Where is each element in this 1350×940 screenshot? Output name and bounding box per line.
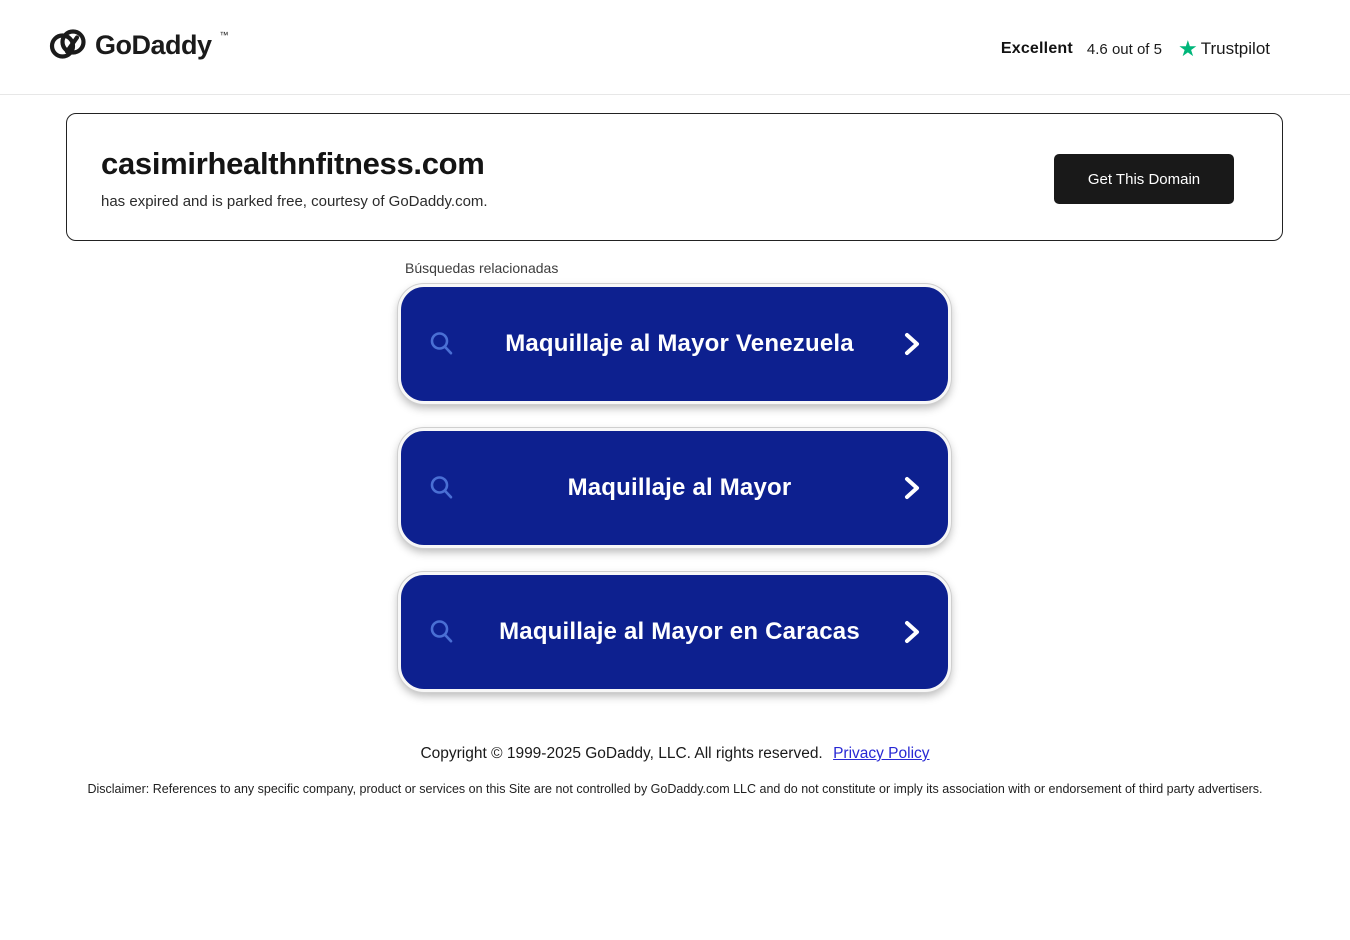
domain-subtitle: has expired and is parked free, courtesy of GoDaddy.com.: [101, 193, 488, 210]
trustpilot-rating-value: 4.6 out of 5: [1086, 40, 1162, 58]
related-search-button-2[interactable]: [398, 428, 951, 548]
trustpilot-brand: [1178, 38, 1270, 60]
search-icon: [427, 617, 457, 647]
search-icon: [427, 473, 457, 503]
trustpilot-brand-name: Trustpilot: [1200, 39, 1270, 58]
related-searches-label: Búsquedas relacionadas: [405, 260, 559, 276]
godaddy-logo[interactable]: [48, 26, 228, 64]
chevron-right-icon: [902, 617, 922, 647]
trademark-symbol: ™: [219, 30, 229, 40]
related-search-button-1[interactable]: [398, 284, 951, 404]
trustpilot-rating[interactable]: [1001, 38, 1270, 60]
header: [0, 0, 1350, 95]
chevron-right-icon: [902, 329, 922, 359]
related-search-button-3[interactable]: [398, 572, 951, 692]
chevron-right-icon: [902, 473, 922, 503]
domain-card: [66, 113, 1283, 241]
get-this-domain-button[interactable]: Get This Domain: [1054, 154, 1234, 204]
related-search-label: Maquillaje al Mayor Venezuela: [505, 330, 854, 357]
related-search-label: Maquillaje al Mayor en Caracas: [499, 618, 860, 645]
trustpilot-star-icon: ★: [1177, 36, 1198, 61]
search-icon: [427, 329, 457, 359]
related-searches-list: [398, 284, 951, 692]
domain-name: casimirhealthnfitness.com: [101, 146, 485, 181]
privacy-policy-link[interactable]: Privacy Policy: [833, 745, 930, 762]
trustpilot-excellent-label: Excellent: [1000, 40, 1073, 57]
related-search-label: Maquillaje al Mayor: [567, 474, 792, 501]
copyright-text: Copyright © 1999-2025 GoDaddy, LLC. All rights reserved.: [420, 745, 823, 762]
copyright-row: [0, 745, 1350, 763]
godaddy-logo-wordmark: GoDaddy: [95, 29, 212, 60]
godaddy-logo-icon: [48, 26, 88, 64]
disclaimer-text: Disclaimer: References to any specific company, product or services on this Site are not controlled by GoDaddy.com LLC and do not constitute or imply its association with or endorsement of third party advertisers.: [87, 782, 1263, 796]
